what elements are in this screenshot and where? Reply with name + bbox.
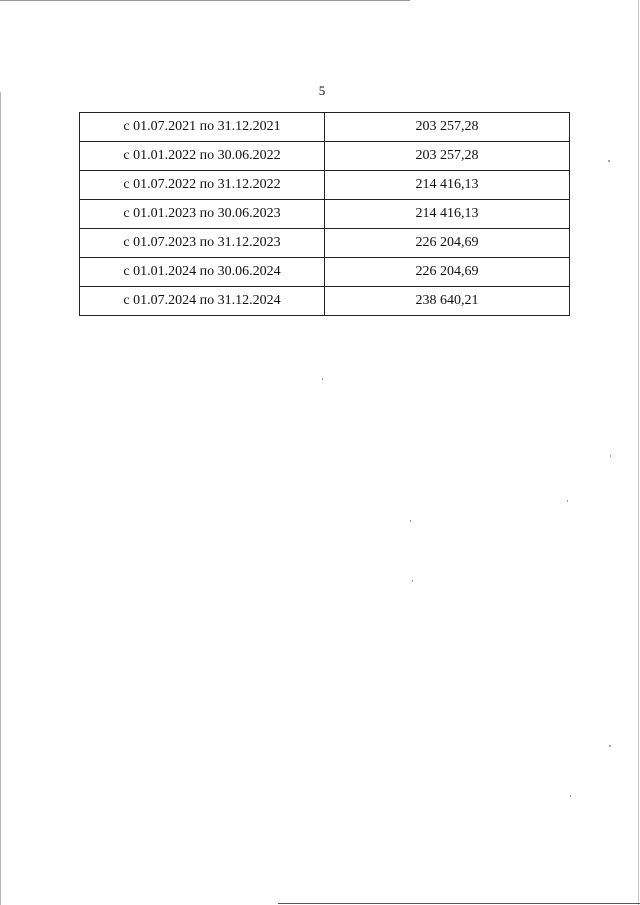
- amount-cell: 203 257,28: [325, 113, 570, 142]
- amount-cell: 214 416,13: [325, 200, 570, 229]
- amount-cell: 203 257,28: [325, 142, 570, 171]
- period-cell: с 01.07.2023 по 31.12.2023: [80, 229, 325, 258]
- period-cell: с 01.01.2024 по 30.06.2024: [80, 258, 325, 287]
- scan-speck: [570, 795, 571, 797]
- table-row: [80, 287, 570, 316]
- scan-speck: [322, 378, 323, 380]
- scan-speck: [567, 500, 568, 502]
- amount-cell: 238 640,21: [325, 287, 570, 316]
- table-row: [80, 142, 570, 171]
- table-row: [80, 200, 570, 229]
- scan-edge-top: [0, 0, 410, 1]
- scan-edge-left: [0, 92, 1, 905]
- scan-speck: [412, 580, 413, 582]
- rate-table: [79, 112, 570, 316]
- scan-speck: [610, 455, 611, 457]
- amount-cell: 226 204,69: [325, 229, 570, 258]
- period-cell: с 01.01.2022 по 30.06.2022: [80, 142, 325, 171]
- scan-edge-right: [638, 0, 639, 905]
- period-cell: с 01.07.2022 по 31.12.2022: [80, 171, 325, 200]
- table-row: [80, 171, 570, 200]
- period-cell: с 01.07.2024 по 31.12.2024: [80, 287, 325, 316]
- table-row: [80, 229, 570, 258]
- scan-speck: [410, 520, 411, 522]
- amount-cell: 226 204,69: [325, 258, 570, 287]
- page-number: 5: [318, 83, 326, 98]
- table-row: [80, 258, 570, 287]
- scan-edge-bottom: [278, 903, 640, 904]
- period-cell: с 01.01.2023 по 30.06.2023: [80, 200, 325, 229]
- scan-speck: [608, 160, 610, 162]
- period-cell: с 01.07.2021 по 31.12.2021: [80, 113, 325, 142]
- table-row: [80, 113, 570, 142]
- scan-speck: [609, 745, 611, 747]
- amount-cell: 214 416,13: [325, 171, 570, 200]
